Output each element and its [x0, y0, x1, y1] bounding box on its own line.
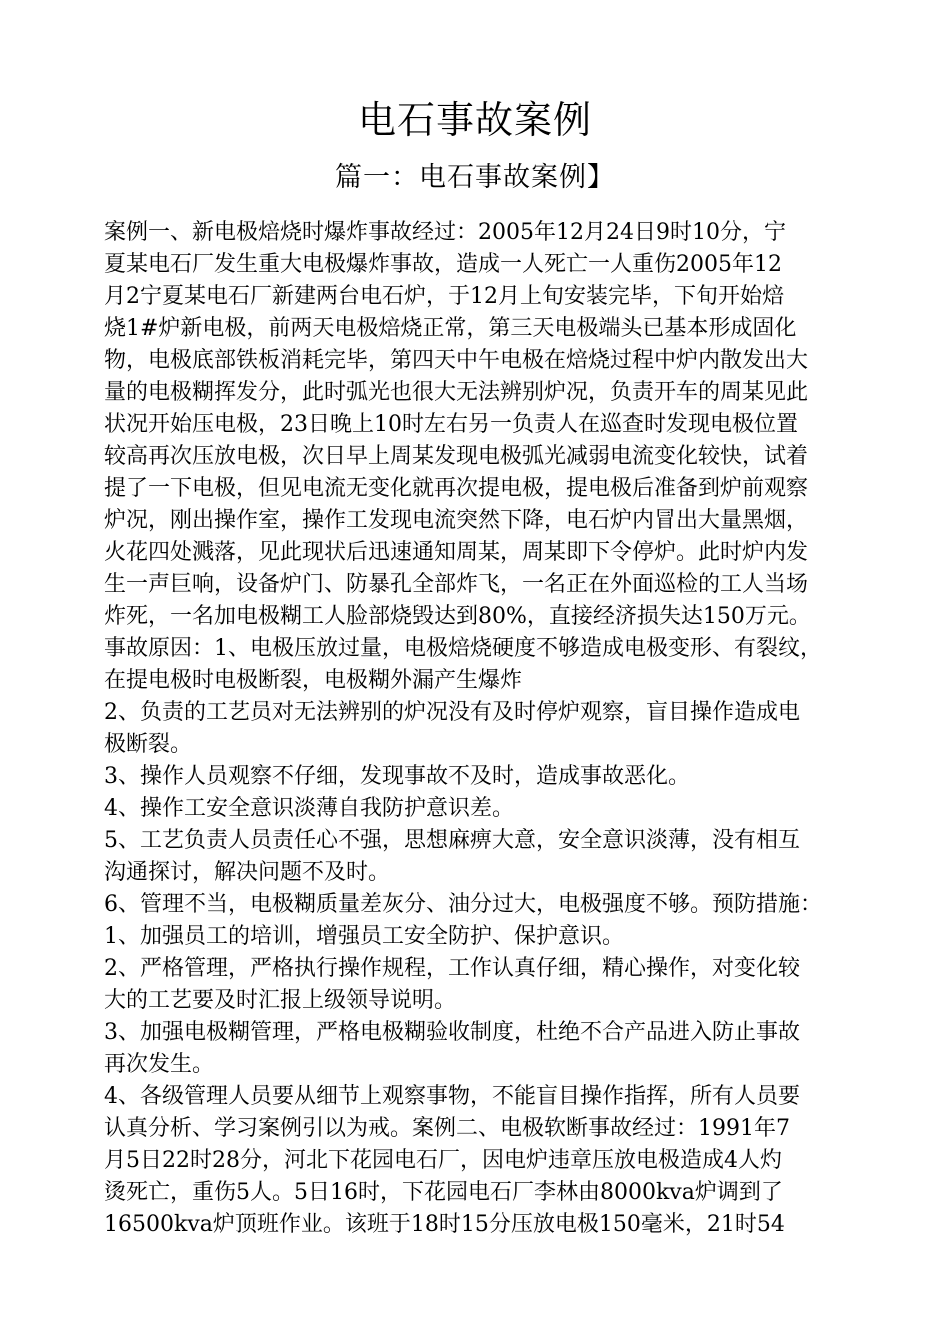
text-line: 3、操作人员观察不仔细，发现事故不及时，造成事故恶化。	[104, 764, 690, 789]
text-line: 6、管理不当，电极糊质量差灰分、油分过大，电极强度不够。预防措施：	[104, 892, 822, 917]
text-line: 火花四处溅落，见此现状后迅速通知周某，周某即下令停炉。此时炉内发	[104, 540, 809, 565]
text-line: 烫死亡，重伤5人。5日16时，下花园电石厂李林由8000kva炉调到了	[104, 1180, 783, 1205]
text-line: 2、负责的工艺员对无法辨别的炉况没有及时停炉观察，盲目操作造成电	[104, 700, 800, 725]
text-line: 状况开始压电极，23日晚上10时左右另一负责人在巡查时发现电极位置	[104, 412, 798, 437]
text-line: 较高再次压放电极，次日早上周某发现电极弧光减弱电流变化较快，试着	[104, 444, 809, 469]
text-line: 4、各级管理人员要从细节上观察事物，不能盲目操作指挥，所有人员要	[104, 1084, 800, 1109]
text-line: 物，电极底部铁板消耗完毕，第四天中午电极在焙烧过程中炉内散发出大	[104, 348, 809, 373]
text-line: 夏某电石厂发生重大电极爆炸事故，造成一人死亡一人重伤2005年12	[104, 252, 782, 277]
text-line: 2、严格管理，严格执行操作规程，工作认真仔细，精心操作，对变化较	[104, 956, 800, 981]
text-line: 月2宁夏某电石厂新建两台电石炉，于12月上旬安装完毕，下旬开始焙	[104, 284, 784, 309]
text-line: 炉况，刚出操作室，操作工发现电流突然下降，电石炉内冒出大量黑烟，	[104, 508, 809, 533]
text-line: 沟通探讨，解决问题不及时。	[104, 860, 391, 885]
text-line: 3、加强电极糊管理，严格电极糊验收制度，杜绝不合产品进入防止事故	[104, 1020, 800, 1045]
text-line: 量的电极糊挥发分，此时弧光也很大无法辨别炉况，负责开车的周某见此	[104, 380, 809, 405]
text-line: 案例一、新电极焙烧时爆炸事故经过：2005年12月24日9时10分，宁	[104, 220, 786, 245]
text-line: 大的工艺要及时汇报上级领导说明。	[104, 988, 457, 1013]
text-line: 5、工艺负责人员责任心不强，思想麻痹大意，安全意识淡薄，没有相互	[104, 828, 800, 853]
text-line: 烧1#炉新电极，前两天电极焙烧正常，第三天电极端头已基本形成固化	[104, 316, 797, 341]
document-title: 电石事故案例	[357, 98, 592, 142]
text-line: 炸死，一名加电极糊工人脸部烧毁达到80%，直接经济损失达150万元。	[104, 604, 811, 629]
text-line: 再次发生。	[104, 1052, 215, 1077]
document-subtitle: 篇一：电石事故案例】	[335, 162, 615, 193]
text-line: 事故原因：1、电极压放过量，电极焙烧硬度不够造成电极变形、有裂纹，	[104, 636, 822, 661]
text-line: 在提电极时电极断裂，电极糊外漏产生爆炸	[104, 668, 523, 693]
text-line: 4、操作工安全意识淡薄自我防护意识差。	[104, 796, 514, 821]
document-body	[104, 217, 864, 1241]
text-line: 16500kva炉顶班作业。该班于18时15分压放电极150毫米，21时54	[104, 1212, 785, 1237]
text-line: 生一声巨响，设备炉门、防暴孔全部炸飞，一名正在外面巡检的工人当场	[104, 572, 809, 597]
text-line: 1、加强员工的培训，增强员工安全防护、保护意识。	[104, 924, 624, 949]
text-line: 提了一下电极，但见电流无变化就再次提电极，提电极后准备到炉前观察	[104, 476, 809, 501]
text-line: 月5日22时28分，河北下花园电石厂，因电炉违章压放电极造成4人灼	[104, 1148, 782, 1173]
text-line: 认真分析、学习案例引以为戒。案例二、电极软断事故经过：1991年7	[104, 1116, 790, 1141]
text-line: 极断裂。	[104, 732, 193, 757]
